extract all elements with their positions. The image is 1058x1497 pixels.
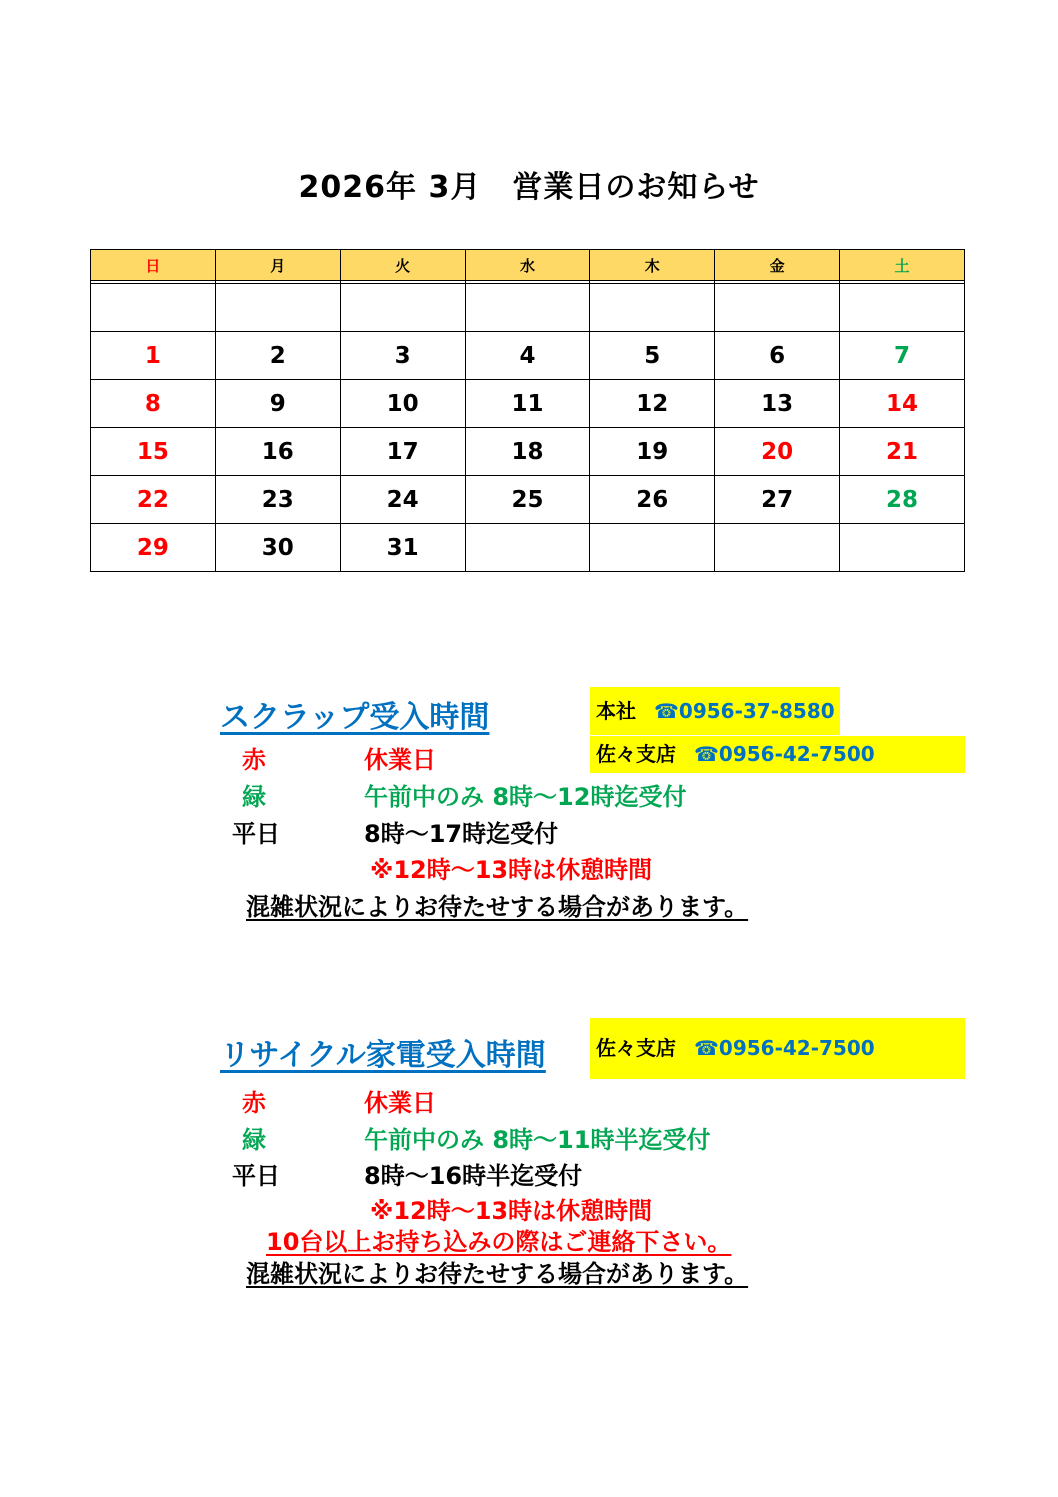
calendar-day-cell xyxy=(590,524,715,572)
scrap-crowd-note: 混雑状況によりお待たせする場合があります。 xyxy=(246,893,749,921)
recycle-weekday-label: 平日 xyxy=(232,1162,280,1190)
calendar-day-cell: 4 xyxy=(465,332,590,380)
calendar-day-cell: 13 xyxy=(715,380,840,428)
scrap-green-text: 午前中のみ 8時～12時迄受付 xyxy=(364,783,687,811)
calendar-day-cell: 31 xyxy=(340,524,465,572)
calendar-day-cell: 3 xyxy=(340,332,465,380)
calendar-day-cell: 22 xyxy=(91,476,216,524)
recycle-section-title: リサイクル家電受入時間 xyxy=(220,1038,546,1073)
calendar-day-cell: 1 xyxy=(91,332,216,380)
scrap-green-label: 緑 xyxy=(242,783,266,811)
calendar-day-cell xyxy=(91,284,216,332)
phone-number: ☎0956-37-8580 xyxy=(654,699,835,723)
recycle-weekday-text: 8時～16時半迄受付 xyxy=(364,1162,583,1190)
calendar-day-cell: 11 xyxy=(465,380,590,428)
scrap-weekday-text: 8時～17時迄受付 xyxy=(364,820,559,848)
calendar-day-cell: 9 xyxy=(215,380,340,428)
calendar-day-cell xyxy=(590,284,715,332)
calendar-day-cell: 21 xyxy=(840,428,965,476)
calendar-day-cell: 15 xyxy=(91,428,216,476)
calendar-day-cell: 10 xyxy=(340,380,465,428)
contact-name: 佐々支店 xyxy=(596,742,676,766)
contact-name: 佐々支店 xyxy=(596,1036,676,1060)
calendar-table xyxy=(90,249,965,572)
calendar-day-cell xyxy=(465,524,590,572)
recycle-green-text: 午前中のみ 8時～11時半迄受付 xyxy=(364,1126,711,1154)
calendar-day-cell xyxy=(715,524,840,572)
recycle-red-text: 休業日 xyxy=(364,1089,436,1117)
calendar-day-cell: 23 xyxy=(215,476,340,524)
contact-name: 本社 xyxy=(596,699,636,723)
calendar-day-cell: 5 xyxy=(590,332,715,380)
calendar-day-cell: 18 xyxy=(465,428,590,476)
weekday-header: 金 xyxy=(715,250,840,281)
calendar-day-cell: 26 xyxy=(590,476,715,524)
scrap-contact-branch xyxy=(590,736,965,773)
scrap-contact-main xyxy=(590,687,840,735)
weekday-header: 日 xyxy=(91,250,216,281)
calendar-day-cell: 12 xyxy=(590,380,715,428)
calendar-day-cell: 8 xyxy=(91,380,216,428)
scrap-break-note: ※12時～13時は休憩時間 xyxy=(370,856,653,884)
weekday-header: 水 xyxy=(465,250,590,281)
scrap-section-title: スクラップ受入時間 xyxy=(220,700,490,735)
weekday-header-row xyxy=(91,250,965,281)
weekday-header: 土 xyxy=(840,250,965,281)
page-title: 2026年 3月 営業日のお知らせ xyxy=(298,170,760,205)
calendar-week-row xyxy=(91,476,965,524)
calendar-day-cell xyxy=(340,284,465,332)
calendar-week-row xyxy=(91,428,965,476)
weekday-header: 月 xyxy=(215,250,340,281)
calendar-week-row xyxy=(91,380,965,428)
calendar-day-cell xyxy=(840,524,965,572)
recycle-contact-branch xyxy=(590,1018,965,1079)
calendar-day-cell: 28 xyxy=(840,476,965,524)
calendar-day-cell xyxy=(465,284,590,332)
calendar-day-cell: 16 xyxy=(215,428,340,476)
calendar-day-cell: 30 xyxy=(215,524,340,572)
calendar-day-cell: 25 xyxy=(465,476,590,524)
recycle-break-note: ※12時～13時は休憩時間 xyxy=(370,1197,653,1225)
calendar-week-row xyxy=(91,332,965,380)
calendar-day-cell xyxy=(840,284,965,332)
calendar-day-cell: 6 xyxy=(715,332,840,380)
calendar-day-cell xyxy=(215,284,340,332)
calendar-day-cell: 14 xyxy=(840,380,965,428)
calendar-day-cell: 7 xyxy=(840,332,965,380)
recycle-green-label: 緑 xyxy=(242,1126,266,1154)
calendar-day-cell xyxy=(715,284,840,332)
scrap-red-text: 休業日 xyxy=(364,746,436,774)
calendar-day-cell: 27 xyxy=(715,476,840,524)
calendar-week-row xyxy=(91,524,965,572)
recycle-bulk-note: 10台以上お持ち込みの際はご連絡下さい。 xyxy=(266,1228,732,1256)
calendar-day-cell: 20 xyxy=(715,428,840,476)
calendar-week-row xyxy=(91,284,965,332)
calendar-day-cell: 29 xyxy=(91,524,216,572)
calendar-day-cell: 24 xyxy=(340,476,465,524)
scrap-red-label: 赤 xyxy=(242,746,266,774)
scrap-weekday-label: 平日 xyxy=(232,820,280,848)
recycle-red-label: 赤 xyxy=(242,1089,266,1117)
calendar-day-cell: 19 xyxy=(590,428,715,476)
recycle-crowd-note: 混雑状況によりお待たせする場合があります。 xyxy=(246,1260,749,1288)
phone-number: ☎0956-42-7500 xyxy=(694,742,875,766)
phone-number: ☎0956-42-7500 xyxy=(694,1036,875,1060)
weekday-header: 木 xyxy=(590,250,715,281)
calendar-day-cell: 17 xyxy=(340,428,465,476)
calendar-day-cell: 2 xyxy=(215,332,340,380)
weekday-header: 火 xyxy=(340,250,465,281)
